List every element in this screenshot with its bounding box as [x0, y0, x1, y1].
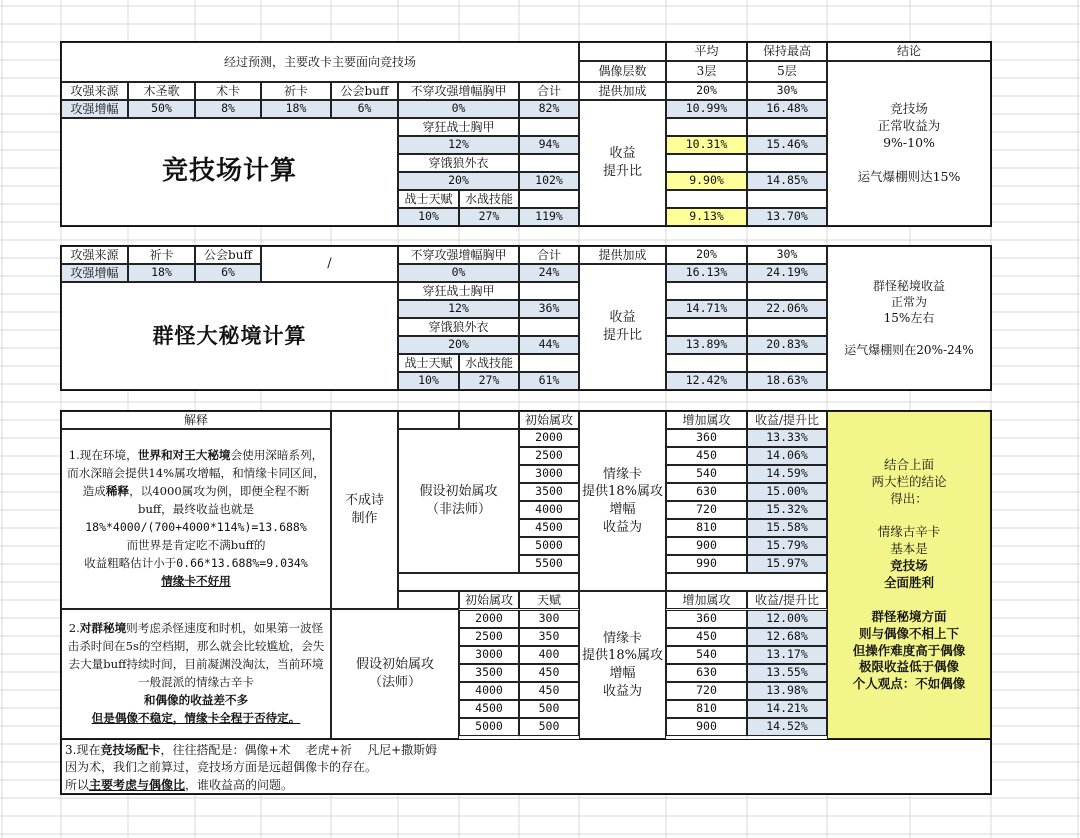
option-talent-value: 10% [398, 208, 459, 226]
mage-init-value: 3000 [459, 646, 519, 664]
nonmage-card-label: 情缘卡 提供18%属攻 增幅 收益为 [579, 411, 666, 591]
nonmage-ratio-value: 14.06% [747, 447, 827, 465]
mage-add-value: 900 [666, 718, 747, 736]
option-blank [519, 318, 579, 336]
option-armor-name: 穿狂战士胸甲 [398, 282, 519, 300]
ratio-label: 收益 提升比 [579, 264, 666, 390]
para1-text: 而世界是肯定吃不满buff的 [126, 537, 266, 552]
mage-init-value: 3500 [459, 664, 519, 682]
option-armor-value: 12% [398, 300, 519, 318]
total-label: 合计 [519, 82, 579, 100]
mage-init-value: 2500 [459, 628, 519, 646]
no-armor-label: 不穿攻强增幅胸甲 [398, 246, 519, 264]
bonus-avg: 20% [666, 82, 747, 100]
nonmage-add-value: 720 [666, 501, 747, 519]
mage-add-value: 630 [666, 664, 747, 682]
ratio-avg: 10.31% [666, 136, 747, 154]
arena-conclusion: 竞技场 正常收益为 9%-10% 运气爆棚则达15% [827, 61, 991, 226]
nonmage-init-value: 2000 [519, 429, 579, 447]
mage-card-label: 情缘卡 提供18%属攻 增幅 收益为 [579, 591, 666, 739]
bonus-max: 30% [747, 246, 827, 264]
explain-para-1 [61, 429, 331, 609]
no-armor-value: 0% [398, 100, 519, 118]
mage-ratio-value: 13.98% [747, 682, 827, 700]
option-blank [519, 154, 579, 172]
ratio-blank [666, 318, 747, 336]
mage-add-value: 450 [666, 628, 747, 646]
final-conclusion-normal: 结合上面 两大栏的结论 得出： 情缘古辛卡 基本是 [871, 456, 947, 557]
para2-text: 则考虑杀怪速度和时机，如果第一波怪击杀时间在5s的空档期，那么就会比较尴尬，会失去大量buff持续时间，目前凝渊没淘汰，当前环境一般混派的情缘古辛卡 [67, 621, 325, 689]
arena-intro: 经过预测，主要改卡主要面向竞技场 [61, 42, 579, 82]
explain-para-2 [61, 609, 331, 739]
option-skill-value: 27% [459, 372, 519, 390]
arena-title: 竞技场计算 [61, 118, 398, 226]
no-armor-label: 不穿攻强增幅胸甲 [398, 82, 519, 100]
source-name: 祈卡 [128, 246, 195, 264]
slash-mark: / [261, 246, 398, 282]
bonus-avg: 20% [666, 246, 747, 264]
idol-layer-avg: 3层 [666, 61, 747, 82]
nonmage-assumption-label: 假设初始属攻 （非法师） [398, 429, 519, 573]
ratio-max: 14.85% [747, 172, 827, 190]
ratio-max: 16.48% [747, 100, 827, 118]
increase-value: 8% [195, 100, 261, 118]
option-coat-name: 穿饿狼外衣 [398, 154, 519, 172]
arena-hdr-avg: 平均 [666, 42, 747, 61]
note-underline: 主要考虑与偶像比 [89, 777, 186, 792]
mage-add-value: 540 [666, 646, 747, 664]
option-blank [519, 354, 579, 372]
source-name: 公会buff [195, 246, 261, 264]
source-name: 祈卡 [261, 82, 331, 100]
nonmage-add-value: 900 [666, 537, 747, 555]
option-coat-value: 20% [398, 336, 519, 354]
blank-cell [398, 411, 459, 429]
nonmage-init-value: 3000 [519, 465, 579, 483]
arena-hdr-max: 保持最高 [747, 42, 827, 61]
option-skill-value: 27% [459, 208, 519, 226]
nonmage-ratio-header: 收益/提升比 [747, 411, 827, 429]
option-blank [519, 282, 579, 300]
note-text: 3.现在 [65, 743, 101, 757]
option-armor-value: 12% [398, 136, 519, 154]
mage-talent-value: 450 [519, 682, 579, 700]
idol-layer-max: 5层 [747, 61, 827, 82]
option-coat-value: 20% [398, 172, 519, 190]
total-value: 82% [519, 100, 579, 118]
nonmage-ratio-value: 15.79% [747, 537, 827, 555]
nonmage-init-value: 4000 [519, 501, 579, 519]
source-name: 木圣歌 [128, 82, 195, 100]
mage-add-value: 720 [666, 682, 747, 700]
note-text: ，谁收益高的问题。 [185, 777, 294, 792]
increase-value: 18% [261, 100, 331, 118]
blank-cell [666, 573, 827, 591]
ratio-label: 收益 提升比 [579, 100, 666, 226]
increase-value: 6% [195, 264, 261, 282]
mage-ratio-value: 14.52% [747, 718, 827, 736]
nonmage-add-value: 450 [666, 447, 747, 465]
bonus-label: 提供加成 [579, 82, 666, 100]
ratio-blank [666, 118, 747, 136]
ratio-blank [666, 190, 747, 208]
nonmage-init-value: 5000 [519, 537, 579, 555]
explain-header: 解释 [61, 411, 331, 429]
nonmage-ratio-value: 15.00% [747, 483, 827, 501]
option-combo-total: 61% [519, 372, 579, 390]
option-talent-name: 战士天赋 [398, 190, 459, 208]
option-coat-total: 102% [519, 172, 579, 190]
noncraft-label: 不成诗 制作 [331, 411, 398, 609]
para2-verdict: 但是偶像不稳定，情缘卡全程于否待定。 [91, 710, 301, 725]
nonmage-add-value: 540 [666, 465, 747, 483]
option-talent-value: 10% [398, 372, 459, 390]
idol-layer-label: 偶像层数 [579, 61, 666, 82]
mage-talent-value: 500 [519, 718, 579, 736]
option-blank [519, 118, 579, 136]
nonmage-init-value: 3500 [519, 483, 579, 501]
ratio-blank [747, 118, 827, 136]
source-name: 术卡 [195, 82, 261, 100]
bonus-max: 30% [747, 82, 827, 100]
attack-source-label: 攻强来源 [61, 82, 128, 100]
attack-increase-label: 攻强增幅 [61, 100, 128, 118]
option-skill-name: 水战技能 [459, 354, 519, 372]
mage-ratio-header: 收益/提升比 [747, 591, 827, 609]
ratio-max: 15.46% [747, 136, 827, 154]
option-armor-total: 36% [519, 300, 579, 318]
nonmage-init-header: 初始属攻 [519, 411, 579, 429]
ratio-blank [666, 154, 747, 172]
ratio-blank [666, 354, 747, 372]
total-label: 合计 [519, 246, 579, 264]
increase-value: 6% [331, 100, 398, 118]
para1-formula: 收益粗略估计小于0.66*13.688%=9.034% [84, 555, 308, 570]
final-conclusion [827, 411, 991, 739]
nonmage-ratio-value: 14.59% [747, 465, 827, 483]
option-armor-total: 94% [519, 136, 579, 154]
option-coat-name: 穿饿狼外衣 [398, 318, 519, 336]
para1-text: 1.现在环境， [68, 448, 138, 463]
dungeon-conclusion: 群怪秘境收益 正常为 15%左右 运气爆棚则在20%-24% [827, 246, 991, 390]
increase-value: 50% [128, 100, 195, 118]
mage-add-header: 增加属攻 [666, 591, 747, 609]
mage-talent-value: 350 [519, 628, 579, 646]
para1-formula: 18%*4000/(700+4000*114%)=13.688% [85, 520, 307, 534]
ratio-max: 22.06% [747, 300, 827, 318]
blank-cell [398, 591, 459, 609]
para2-text: 2. [68, 621, 80, 636]
mage-init-value: 2000 [459, 610, 519, 628]
ratio-avg: 13.89% [666, 336, 747, 354]
mage-ratio-value: 14.21% [747, 700, 827, 718]
ratio-blank [666, 282, 747, 300]
note-text: 所以 [65, 777, 90, 792]
option-talent-name: 战士天赋 [398, 354, 459, 372]
note-text: 因为术，我们之前算过，竞技场方面是远超偶像卡的存在。 [65, 760, 378, 775]
option-blank [519, 190, 579, 208]
para1-bold: 世界和对王大秘境 [137, 448, 231, 463]
ratio-blank [747, 318, 827, 336]
mage-assumption-label: 假设初始属攻 （法师） [331, 609, 459, 739]
ratio-max: 24.19% [747, 264, 827, 282]
note-text: ，往往搭配是：偶像+术 老虎+祈 凡尼+撒斯姆 [160, 743, 438, 757]
mage-init-value: 4000 [459, 682, 519, 700]
nonmage-add-header: 增加属攻 [666, 411, 747, 429]
nonmage-ratio-value: 15.58% [747, 519, 827, 537]
para2-bold: 对群秘境 [79, 621, 127, 636]
ratio-avg: 9.13% [666, 208, 747, 226]
mage-ratio-value: 12.68% [747, 628, 827, 646]
attack-increase-label: 攻强增幅 [61, 264, 128, 282]
para1-verdict: 情缘卡不好用 [161, 573, 231, 588]
ratio-avg: 16.13% [666, 264, 747, 282]
option-combo-total: 119% [519, 208, 579, 226]
ratio-blank [747, 154, 827, 172]
mage-init-value: 5000 [459, 718, 519, 736]
mage-talent-header: 天赋 [519, 591, 579, 609]
arena-hdr-conclusion: 结论 [827, 42, 991, 61]
ratio-avg: 14.71% [666, 300, 747, 318]
mage-init-value: 4500 [459, 700, 519, 718]
option-armor-name: 穿狂战士胸甲 [398, 118, 519, 136]
attack-source-label: 攻强来源 [61, 246, 128, 264]
mage-talent-value: 500 [519, 700, 579, 718]
mage-talent-value: 450 [519, 664, 579, 682]
dungeon-title: 群怪大秘境计算 [61, 282, 398, 390]
nonmage-add-value: 990 [666, 555, 747, 573]
note-bold: 竞技场配卡 [100, 743, 161, 757]
nonmage-ratio-value: 15.32% [747, 501, 827, 519]
nonmage-init-value: 2500 [519, 447, 579, 465]
option-skill-name: 水战技能 [459, 190, 519, 208]
no-armor-value: 0% [398, 264, 519, 282]
nonmage-ratio-value: 15.97% [747, 555, 827, 573]
total-value: 24% [519, 264, 579, 282]
para1-text: ，以4000属攻为例，即便全程不断buff，最终收益也就是 [129, 484, 310, 517]
nonmage-init-value: 5500 [519, 555, 579, 573]
nonmage-add-value: 360 [666, 429, 747, 447]
note-3 [61, 739, 991, 794]
mage-ratio-value: 13.17% [747, 646, 827, 664]
ratio-blank [747, 282, 827, 300]
blank-cell [398, 573, 579, 591]
ratio-avg: 10.99% [666, 100, 747, 118]
ratio-blank [747, 190, 827, 208]
nonmage-ratio-value: 13.33% [747, 429, 827, 447]
mage-init-header: 初始属攻 [459, 591, 519, 609]
increase-value: 18% [128, 264, 195, 282]
mage-ratio-value: 13.55% [747, 664, 827, 682]
ratio-avg: 12.42% [666, 372, 747, 390]
mage-talent-value: 400 [519, 646, 579, 664]
para2-bold: 和偶像的收益差不多 [143, 692, 249, 707]
ratio-max: 13.70% [747, 208, 827, 226]
ratio-blank [747, 354, 827, 372]
mage-ratio-value: 12.00% [747, 610, 827, 628]
source-name: 公会buff [331, 82, 398, 100]
mage-add-value: 810 [666, 700, 747, 718]
arena-hdr-blank [579, 42, 666, 61]
blank-cell [459, 411, 519, 429]
final-conclusion-bold: 竞技场 全面胜利 群怪秘境方面 则与偶像不相上下 但操作难度高于偶像 极限收益低于偶像 个人观点：不如偶像 [852, 558, 966, 692]
nonmage-init-value: 4500 [519, 519, 579, 537]
bonus-label: 提供加成 [579, 246, 666, 264]
mage-add-value: 360 [666, 610, 747, 628]
option-coat-total: 44% [519, 336, 579, 354]
nonmage-add-value: 810 [666, 519, 747, 537]
ratio-max: 18.63% [747, 372, 827, 390]
ratio-max: 20.83% [747, 336, 827, 354]
nonmage-add-value: 630 [666, 483, 747, 501]
para1-text: 会使用深暗系列，而水深暗会提供14%属攻增幅，和情缘卡同区间，造成 [67, 448, 325, 499]
mage-talent-value: 300 [519, 610, 579, 628]
para1-bold: 稀释 [105, 484, 130, 499]
ratio-avg: 9.90% [666, 172, 747, 190]
